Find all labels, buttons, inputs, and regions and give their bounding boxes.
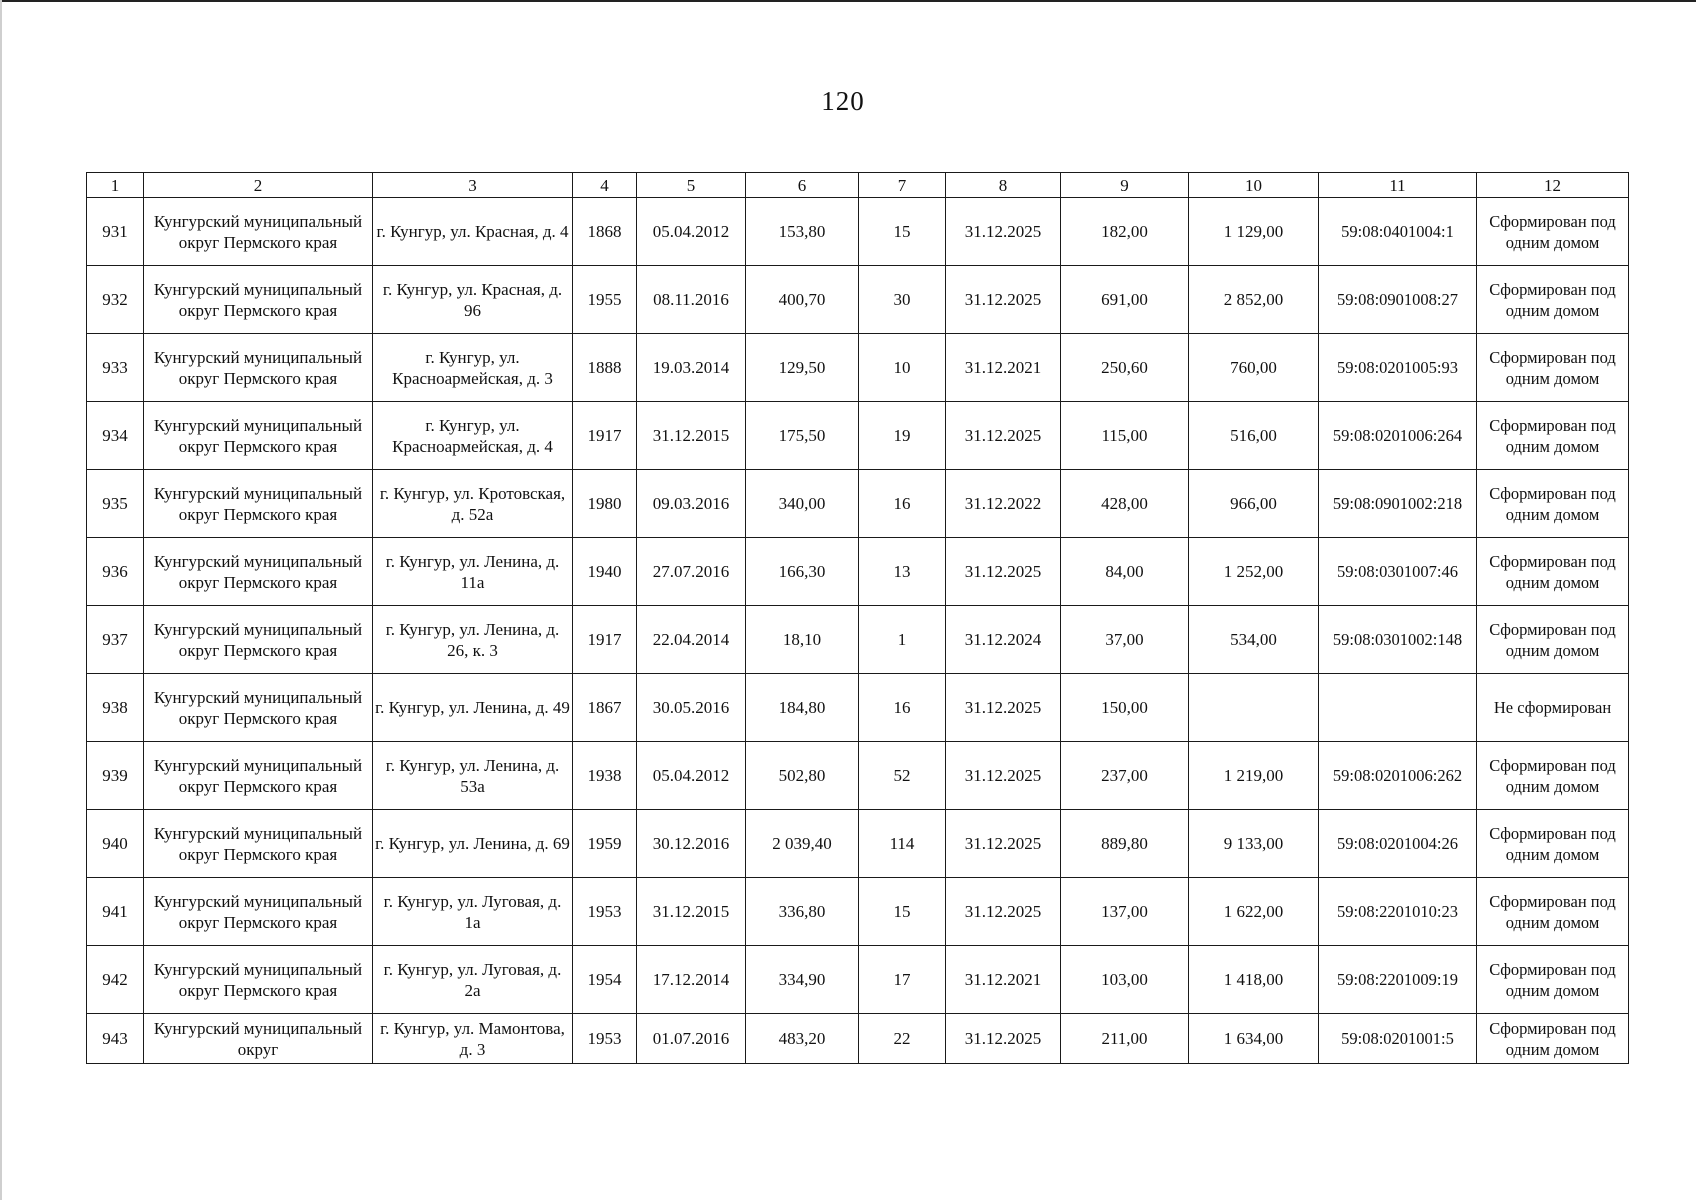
residents-cell: 16	[859, 470, 946, 538]
year-cell: 1954	[573, 946, 637, 1014]
municipality-cell: Кунгурский муниципальный округ Пермского края	[144, 810, 373, 878]
date-cell: 17.12.2014	[637, 946, 746, 1014]
table-row	[87, 334, 1629, 402]
area-cell: 483,20	[746, 1014, 859, 1064]
residents-cell: 114	[859, 810, 946, 878]
status-cell: Сформирован под одним домом	[1477, 742, 1629, 810]
status-cell: Сформирован под одним домом	[1477, 198, 1629, 266]
date-cell: 22.04.2014	[637, 606, 746, 674]
deadline-cell: 31.12.2025	[946, 538, 1061, 606]
row-number: 942	[87, 946, 144, 1014]
row-number: 935	[87, 470, 144, 538]
municipality-cell: Кунгурский муниципальный округ Пермского края	[144, 198, 373, 266]
municipality-cell: Кунгурский муниципальный округ Пермского края	[144, 878, 373, 946]
status-cell: Сформирован под одним домом	[1477, 538, 1629, 606]
col10-cell	[1189, 674, 1319, 742]
deadline-cell: 31.12.2022	[946, 470, 1061, 538]
address-cell: г. Кунгур, ул. Луговая, д. 1а	[373, 878, 573, 946]
table-row	[87, 198, 1629, 266]
municipality-cell: Кунгурский муниципальный округ Пермского края	[144, 266, 373, 334]
col9-cell: 211,00	[1061, 1014, 1189, 1064]
address-cell: г. Кунгур, ул. Ленина, д. 11а	[373, 538, 573, 606]
area-cell: 336,80	[746, 878, 859, 946]
table-row	[87, 946, 1629, 1014]
address-cell: г. Кунгур, ул. Луговая, д. 2а	[373, 946, 573, 1014]
table-row	[87, 1014, 1629, 1064]
row-number: 940	[87, 810, 144, 878]
date-cell: 31.12.2015	[637, 402, 746, 470]
deadline-cell: 31.12.2025	[946, 198, 1061, 266]
year-cell: 1867	[573, 674, 637, 742]
table-row	[87, 606, 1629, 674]
scan-edge-top	[0, 0, 1696, 2]
row-number: 939	[87, 742, 144, 810]
table-row	[87, 402, 1629, 470]
status-cell: Сформирован под одним домом	[1477, 334, 1629, 402]
row-number: 938	[87, 674, 144, 742]
col10-cell: 1 252,00	[1189, 538, 1319, 606]
area-cell: 153,80	[746, 198, 859, 266]
residents-cell: 15	[859, 198, 946, 266]
column-header: 6	[746, 173, 859, 198]
area-cell: 18,10	[746, 606, 859, 674]
col9-cell: 84,00	[1061, 538, 1189, 606]
address-cell: г. Кунгур, ул. Красная, д. 96	[373, 266, 573, 334]
status-cell: Сформирован под одним домом	[1477, 266, 1629, 334]
status-cell: Сформирован под одним домом	[1477, 810, 1629, 878]
date-cell: 05.04.2012	[637, 198, 746, 266]
residents-cell: 13	[859, 538, 946, 606]
residents-cell: 19	[859, 402, 946, 470]
table-row	[87, 470, 1629, 538]
cadastral-cell: 59:08:0901008:27	[1319, 266, 1477, 334]
deadline-cell: 31.12.2021	[946, 334, 1061, 402]
column-header: 1	[87, 173, 144, 198]
col9-cell: 428,00	[1061, 470, 1189, 538]
col10-cell: 1 219,00	[1189, 742, 1319, 810]
row-number: 936	[87, 538, 144, 606]
date-cell: 27.07.2016	[637, 538, 746, 606]
col10-cell: 966,00	[1189, 470, 1319, 538]
municipality-cell: Кунгурский муниципальный округ Пермского края	[144, 946, 373, 1014]
column-header: 7	[859, 173, 946, 198]
date-cell: 31.12.2015	[637, 878, 746, 946]
municipality-cell: Кунгурский муниципальный округ Пермского края	[144, 606, 373, 674]
col10-cell: 9 133,00	[1189, 810, 1319, 878]
residents-cell: 10	[859, 334, 946, 402]
row-number: 943	[87, 1014, 144, 1064]
deadline-cell: 31.12.2025	[946, 742, 1061, 810]
area-cell: 184,80	[746, 674, 859, 742]
year-cell: 1959	[573, 810, 637, 878]
table-row	[87, 266, 1629, 334]
scan-edge-left	[0, 0, 2, 1200]
address-cell: г. Кунгур, ул. Ленина, д. 49	[373, 674, 573, 742]
column-header: 11	[1319, 173, 1477, 198]
address-cell: г. Кунгур, ул. Мамонтова, д. 3	[373, 1014, 573, 1064]
year-cell: 1938	[573, 742, 637, 810]
status-cell: Сформирован под одним домом	[1477, 606, 1629, 674]
address-cell: г. Кунгур, ул. Ленина, д. 53а	[373, 742, 573, 810]
col9-cell: 150,00	[1061, 674, 1189, 742]
area-cell: 340,00	[746, 470, 859, 538]
residents-cell: 22	[859, 1014, 946, 1064]
deadline-cell: 31.12.2025	[946, 266, 1061, 334]
residents-cell: 52	[859, 742, 946, 810]
cadastral-cell: 59:08:2201010:23	[1319, 878, 1477, 946]
registry-table	[86, 172, 1629, 1064]
col10-cell: 534,00	[1189, 606, 1319, 674]
status-cell: Сформирован под одним домом	[1477, 402, 1629, 470]
col9-cell: 115,00	[1061, 402, 1189, 470]
municipality-cell: Кунгурский муниципальный округ Пермского края	[144, 674, 373, 742]
year-cell: 1868	[573, 198, 637, 266]
cadastral-cell: 59:08:0901002:218	[1319, 470, 1477, 538]
table-row	[87, 742, 1629, 810]
date-cell: 05.04.2012	[637, 742, 746, 810]
municipality-cell: Кунгурский муниципальный округ	[144, 1014, 373, 1064]
col10-cell: 2 852,00	[1189, 266, 1319, 334]
col10-cell: 760,00	[1189, 334, 1319, 402]
date-cell: 09.03.2016	[637, 470, 746, 538]
date-cell: 19.03.2014	[637, 334, 746, 402]
address-cell: г. Кунгур, ул. Ленина, д. 69	[373, 810, 573, 878]
cadastral-cell: 59:08:0201005:93	[1319, 334, 1477, 402]
row-number: 933	[87, 334, 144, 402]
row-number: 934	[87, 402, 144, 470]
row-number: 937	[87, 606, 144, 674]
date-cell: 30.05.2016	[637, 674, 746, 742]
status-cell: Не сформирован	[1477, 674, 1629, 742]
address-cell: г. Кунгур, ул. Красноармейская, д. 4	[373, 402, 573, 470]
col10-cell: 1 634,00	[1189, 1014, 1319, 1064]
year-cell: 1888	[573, 334, 637, 402]
address-cell: г. Кунгур, ул. Кротовская, д. 52а	[373, 470, 573, 538]
cadastral-cell	[1319, 674, 1477, 742]
area-cell: 334,90	[746, 946, 859, 1014]
year-cell: 1940	[573, 538, 637, 606]
col9-cell: 889,80	[1061, 810, 1189, 878]
date-cell: 30.12.2016	[637, 810, 746, 878]
status-cell: Сформирован под одним домом	[1477, 470, 1629, 538]
deadline-cell: 31.12.2025	[946, 1014, 1061, 1064]
cadastral-cell: 59:08:0301002:148	[1319, 606, 1477, 674]
residents-cell: 30	[859, 266, 946, 334]
cadastral-cell: 59:08:0201001:5	[1319, 1014, 1477, 1064]
residents-cell: 17	[859, 946, 946, 1014]
residents-cell: 16	[859, 674, 946, 742]
address-cell: г. Кунгур, ул. Ленина, д. 26, к. 3	[373, 606, 573, 674]
date-cell: 01.07.2016	[637, 1014, 746, 1064]
residents-cell: 15	[859, 878, 946, 946]
area-cell: 129,50	[746, 334, 859, 402]
col9-cell: 103,00	[1061, 946, 1189, 1014]
residents-cell: 1	[859, 606, 946, 674]
column-header: 4	[573, 173, 637, 198]
deadline-cell: 31.12.2025	[946, 674, 1061, 742]
row-number: 932	[87, 266, 144, 334]
cadastral-cell: 59:08:0401004:1	[1319, 198, 1477, 266]
cadastral-cell: 59:08:0201006:262	[1319, 742, 1477, 810]
deadline-cell: 31.12.2021	[946, 946, 1061, 1014]
deadline-cell: 31.12.2025	[946, 878, 1061, 946]
cadastral-cell: 59:08:0301007:46	[1319, 538, 1477, 606]
col9-cell: 182,00	[1061, 198, 1189, 266]
col9-cell: 137,00	[1061, 878, 1189, 946]
status-cell: Сформирован под одним домом	[1477, 878, 1629, 946]
year-cell: 1953	[573, 878, 637, 946]
cadastral-cell: 59:08:2201009:19	[1319, 946, 1477, 1014]
cadastral-cell: 59:08:0201006:264	[1319, 402, 1477, 470]
table-row	[87, 878, 1629, 946]
deadline-cell: 31.12.2025	[946, 402, 1061, 470]
table-row	[87, 674, 1629, 742]
page-number: 120	[821, 86, 865, 116]
col10-cell: 1 129,00	[1189, 198, 1319, 266]
column-header: 5	[637, 173, 746, 198]
column-header: 10	[1189, 173, 1319, 198]
column-header: 3	[373, 173, 573, 198]
status-cell: Сформирован под одним домом	[1477, 946, 1629, 1014]
year-cell: 1917	[573, 402, 637, 470]
year-cell: 1980	[573, 470, 637, 538]
area-cell: 166,30	[746, 538, 859, 606]
year-cell: 1917	[573, 606, 637, 674]
row-number: 931	[87, 198, 144, 266]
year-cell: 1955	[573, 266, 637, 334]
col10-cell: 1 622,00	[1189, 878, 1319, 946]
status-cell: Сформирован под одним домом	[1477, 1014, 1629, 1064]
area-cell: 400,70	[746, 266, 859, 334]
column-header: 2	[144, 173, 373, 198]
address-cell: г. Кунгур, ул. Красноармейская, д. 3	[373, 334, 573, 402]
col9-cell: 37,00	[1061, 606, 1189, 674]
col10-cell: 516,00	[1189, 402, 1319, 470]
column-header: 8	[946, 173, 1061, 198]
area-cell: 502,80	[746, 742, 859, 810]
address-cell: г. Кунгур, ул. Красная, д. 4	[373, 198, 573, 266]
column-header: 12	[1477, 173, 1629, 198]
municipality-cell: Кунгурский муниципальный округ Пермского края	[144, 334, 373, 402]
col9-cell: 691,00	[1061, 266, 1189, 334]
cadastral-cell: 59:08:0201004:26	[1319, 810, 1477, 878]
deadline-cell: 31.12.2024	[946, 606, 1061, 674]
header-row	[87, 173, 1629, 198]
col9-cell: 250,60	[1061, 334, 1189, 402]
municipality-cell: Кунгурский муниципальный округ Пермского края	[144, 470, 373, 538]
municipality-cell: Кунгурский муниципальный округ Пермского края	[144, 742, 373, 810]
row-number: 941	[87, 878, 144, 946]
municipality-cell: Кунгурский муниципальный округ Пермского края	[144, 538, 373, 606]
column-header: 9	[1061, 173, 1189, 198]
col10-cell: 1 418,00	[1189, 946, 1319, 1014]
deadline-cell: 31.12.2025	[946, 810, 1061, 878]
area-cell: 2 039,40	[746, 810, 859, 878]
municipality-cell: Кунгурский муниципальный округ Пермского края	[144, 402, 373, 470]
year-cell: 1953	[573, 1014, 637, 1064]
table-row	[87, 810, 1629, 878]
table-row	[87, 538, 1629, 606]
date-cell: 08.11.2016	[637, 266, 746, 334]
col9-cell: 237,00	[1061, 742, 1189, 810]
area-cell: 175,50	[746, 402, 859, 470]
